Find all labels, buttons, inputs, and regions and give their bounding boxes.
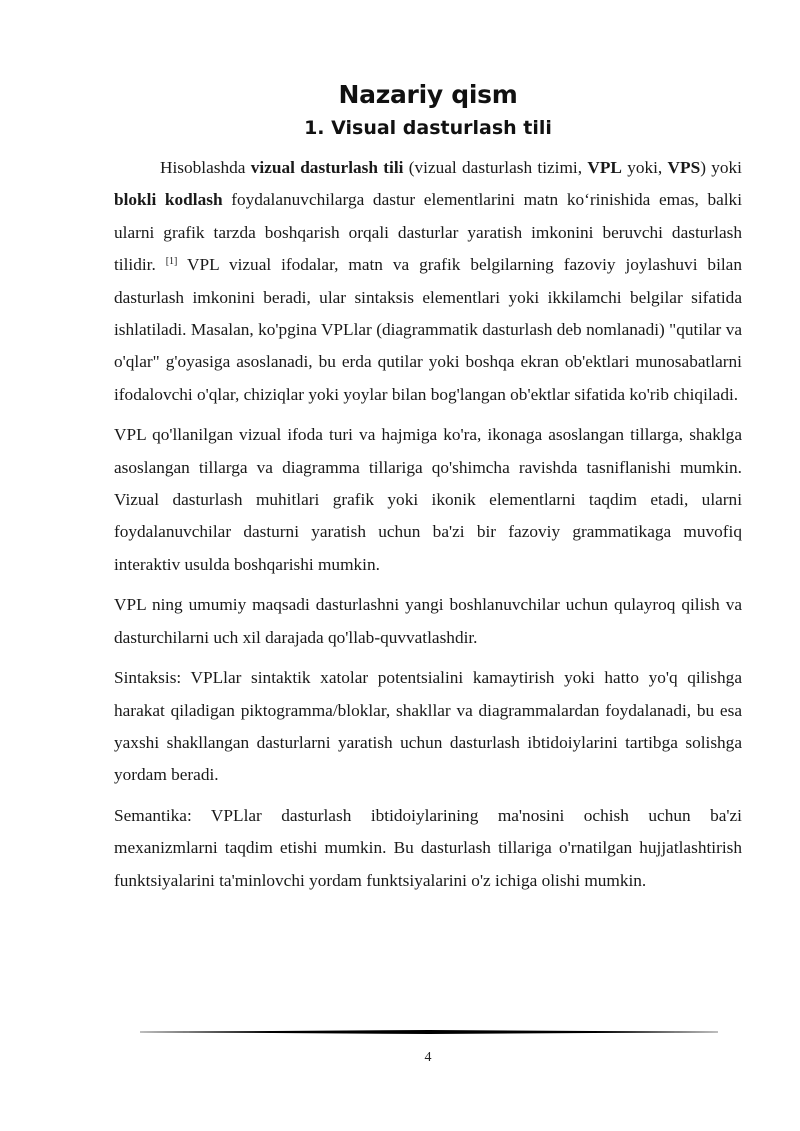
- text-run: VPL vizual ifodalar, matn va grafik belgilarning fazoviy joylashuvi bilan dasturlash imkonini beradi, ular sintaksis elementlari yoki ikkilamchi belgilar sifatida ishlatiladi. Masalan, ko'pgina VPLlar (diagrammatik dasturlash deb nomlanadi) "qutilar va o'qlar" g'oyasiga asoslanadi, bu erda qutilar yoki boshqa ekran ob'ektlari munosabatlarni ifodalovchi o'qlar, chiziqlar yoki yoylar bilan bog'langan ob'ektlar sifatida ko'rib chiqiladi.: [114, 255, 742, 404]
- paragraph-purpose: VPL ning umumiy maqsadi dasturlashni yangi boshlanuvchilar uchun qulayroq qilish va dasturchilarni uch xil darajada qo'llab-quvvatlashdir.: [114, 595, 742, 647]
- paragraph-syntax: Sintaksis: VPLlar sintaktik xatolar potentsialini kamaytirish yoki hatto yo'q qilishga harakat qiladigan piktogramma/bloklar, shakllar va diagrammalardan foydalanadi, bu esa yaxshi shakllangan dasturlarni yaratish uchun dasturlash ibtidoiylarini tartibga solishga yordam beradi.: [114, 668, 742, 785]
- text-run: (vizual dasturlash tizimi,: [403, 158, 588, 177]
- paragraph-intro: [114, 152, 742, 411]
- document-page: [114, 78, 742, 897]
- section-heading: 1. Visual dasturlash tili: [304, 117, 552, 139]
- paragraph-semantics: Semantika: VPLlar dasturlash ibtidoiylarining ma'nosini ochish uchun ba'zi mexanizmlarni taqdim etishi mumkin. Bu dasturlash tillariga o'rnatilgan hujjatlashtirish funktsiyalarini ta'minlovchi yordam funktsiyalarini o'z ichiga olishi mumkin.: [114, 805, 742, 890]
- footnote-reference: [1]: [165, 256, 178, 268]
- bold-term: blokli kodlash: [114, 190, 223, 210]
- bold-term: VPL: [587, 158, 622, 177]
- text-run: foydalanuvchilarga dastur elementlarini matn ko‘rinishida emas, balki ularni grafik tarzda boshqarish orqali dasturlar yaratish imkonini beruvchi dasturlash tilidir.: [114, 190, 742, 275]
- text-run: ) yoki: [700, 158, 742, 177]
- footer-divider: [140, 1030, 718, 1034]
- text-run: Hisoblashda: [160, 158, 251, 177]
- page-title: Nazariy qism: [338, 80, 518, 109]
- bold-term: vizual dasturlash tili: [250, 158, 404, 177]
- text-run: yoki,: [621, 158, 668, 177]
- page-number: 4: [424, 1050, 432, 1065]
- paragraph-classification: VPL qo'llanilgan vizual ifoda turi va hajmiga ko'ra, ikonaga asoslangan tillarga, shaklga asoslangan tillarga va diagramma tillariga qo'shimcha ravishda tasniflanishi mumkin. Vizual dasturlash muhitlari grafik yoki ikonik elementlarni taqdim etadi, ularni foydalanuvchilar dasturni yaratish uchun ba'zi bir fazoviy grammatikaga muvofiq interaktiv usulda boshqarishi mumkin.: [114, 425, 742, 574]
- bold-term: VPS: [667, 158, 701, 177]
